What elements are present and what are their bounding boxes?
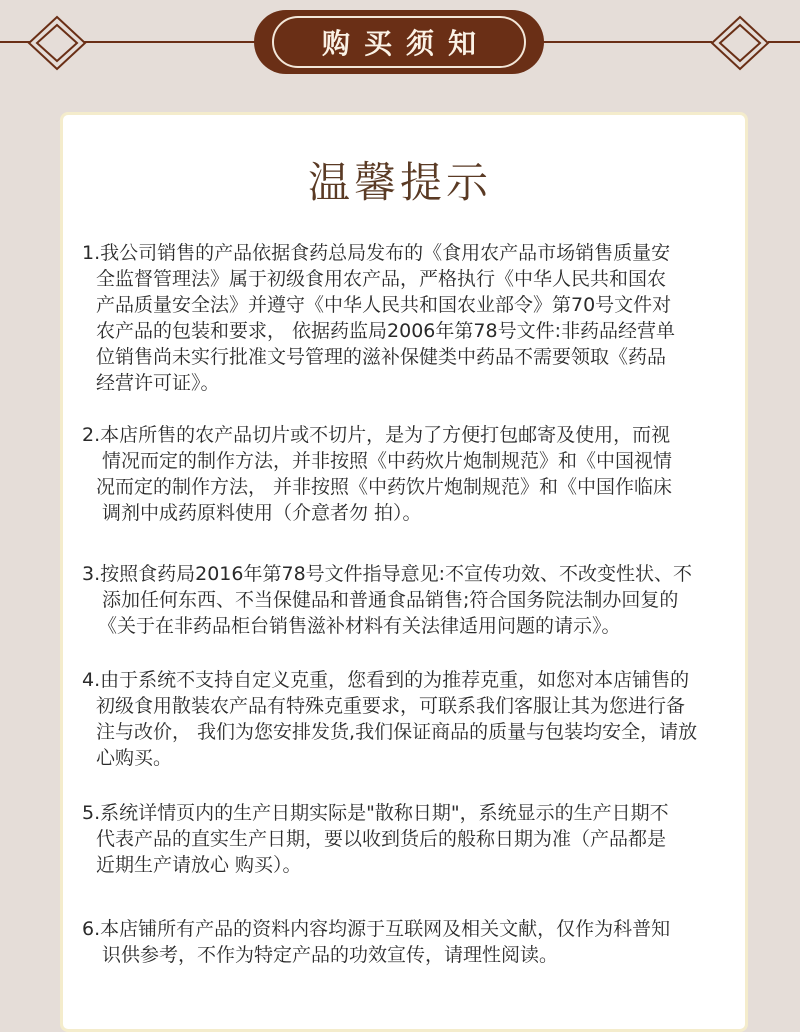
notice-line: 产品质量安全法》并遵守《中华人民共和国农业部令》第70号文件对 (96, 294, 672, 316)
notice-line: 全监督管理法》属于初级食用农产品，严格执行《中华人民共和国农 (96, 268, 667, 290)
notice-line: 注与改价， 我们为您安排发货,我们保证商品的质量与包装均安全，请放 (96, 721, 698, 743)
notice-item-6 (82, 916, 722, 968)
notice-line: 4.由于系统不支持自定义克重，您看到的为推荐克重，如您对本店铺售的 (82, 669, 690, 691)
header-rule-left (0, 41, 30, 43)
notice-line: 识供参考，不作为特定产品的功效宣传，请理性阅读。 (102, 944, 559, 966)
header-title: 购买须知 (321, 27, 490, 60)
notice-line: 添加任何东西、不当保健品和普通食品销售;符合国务院法制办回复的 (102, 589, 679, 611)
notice-line: 1.我公司销售的产品依据食药总局发布的《食用农产品市场销售质量安 (82, 242, 671, 264)
notice-line: 6.本店铺所有产品的资料内容均源于互联网及相关文献，仅作为科普知 (82, 918, 671, 940)
notice-line: 3.按照食药局2016年第78号文件指导意见:不宣传功效、不改变性状、不 (82, 563, 693, 585)
notice-line: 《关于在非药品柜台销售滋补材料有关法律适用问题的请示》。 (98, 615, 621, 637)
notice-line: 代表产品的直实生产日期，要以收到货后的般称日期为准（产品都是 (96, 828, 667, 850)
double-diamond-icon (710, 15, 770, 71)
notice-item-4 (82, 667, 722, 771)
notice-line: 2.本店所售的农产品切片或不切片，是为了方便打包邮寄及使用，而视 (82, 424, 671, 446)
notice-line: 经营许可证》。 (96, 372, 220, 394)
notice-line: 近期生产请放心 购买）。 (96, 854, 302, 876)
notice-line: 位销售尚未实行批准文号管理的滋补保健类中药品不需要领取《药品 (96, 346, 667, 368)
notice-line: 况而定的制作方法， 并非按照《中药饮片炮制规范》和《中国作临床 (96, 476, 673, 498)
header-rule-right (768, 41, 800, 43)
notice-item-5 (82, 800, 722, 878)
header-rule-left-inner (84, 41, 262, 43)
header-badge-inner (272, 16, 526, 68)
notice-item-1 (82, 240, 722, 396)
double-diamond-icon (27, 15, 87, 71)
notice-item-3 (82, 561, 722, 639)
card-title: 温馨提示 (307, 158, 492, 207)
notice-line: 心购买。 (96, 747, 173, 769)
notice-line: 农产品的包装和要求， 依据药监局2006年第78号文件:非药品经营单 (96, 320, 675, 342)
notice-item-2 (82, 422, 722, 526)
notice-line: 调剂中成药原料使用（介意者勿 拍）。 (102, 502, 422, 524)
notice-line: 情况而定的制作方法，并非按照《中药炊片炮制规范》和《中国视情 (102, 450, 673, 472)
notice-line: 初级食用散装农产品有特殊克重要求，可联系我们客服让其为您进行备 (96, 695, 686, 717)
header-rule-right-inner (540, 41, 712, 43)
header-badge (254, 10, 544, 74)
notice-line: 5.系统详情页内的生产日期实际是"散称日期"，系统显示的生产日期不 (82, 802, 669, 824)
